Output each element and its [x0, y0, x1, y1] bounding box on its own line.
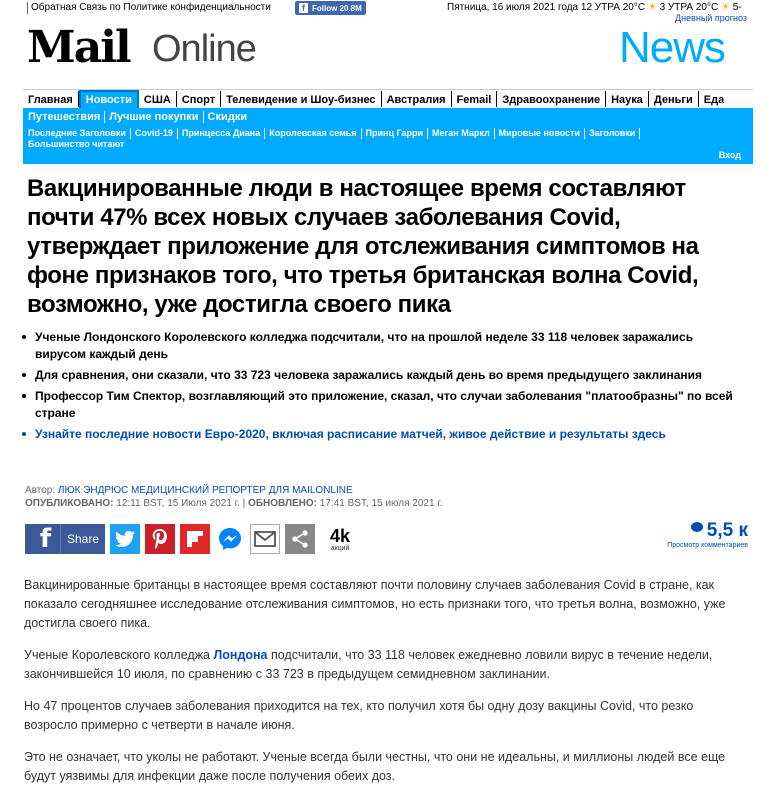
subnav-secondary-item[interactable]: Covid-19: [135, 128, 178, 139]
author-link[interactable]: ЛЮК ЭНДРЮС МЕДИЦИНСКИЙ РЕПОРТЕР ДЛЯ MAILONLINE: [57, 485, 353, 496]
subnav-secondary-item[interactable]: Принцесса Диана: [182, 128, 265, 139]
comments-count: [656, 520, 748, 542]
article-paragraph: [24, 646, 750, 684]
pinterest-share-button[interactable]: [145, 524, 175, 554]
flipboard-share-button[interactable]: [180, 524, 210, 554]
messenger-icon: [218, 527, 242, 551]
updated-label: ОБНОВЛЕНО:: [248, 498, 318, 509]
subnav-secondary-item[interactable]: Большинство читают: [28, 139, 125, 149]
nav-item[interactable]: США: [139, 91, 177, 107]
weather-next: 3 УТРА 20°C: [659, 2, 719, 13]
top-utility-bar: [27, 0, 773, 23]
current-date: Пятница, 16 июля 2021 года: [447, 2, 579, 13]
article-paragraph: Вакцинированные британцы в настоящее время составляют почти половину случаев заболевания Covid в стране, как показало сегодняшнее исследование отслеживания симптомов, но есть признаки того, что третья волна, возможно, уже достигла своего пика.: [24, 578, 726, 630]
byline: [25, 484, 443, 510]
top-divider: [27, 2, 28, 14]
nav-item[interactable]: Главная: [23, 91, 79, 107]
published-time: 12:11 BST, 15 Июля 2021 г.: [116, 498, 240, 509]
share-count-number: 4k: [329, 525, 351, 546]
subnav-primary-item[interactable]: Скидки: [207, 111, 247, 123]
facebook-icon: f: [31, 524, 61, 554]
facebook-icon: f: [299, 3, 308, 13]
comments-count-number: 5,5 к: [706, 520, 748, 541]
subnav-secondary-item[interactable]: Последние Заголовки: [28, 128, 131, 139]
forecast-link[interactable]: Дневный прогноз: [675, 13, 747, 23]
nav-item[interactable]: Деньги: [649, 91, 699, 107]
login-link[interactable]: Вход: [718, 150, 741, 160]
subnav-primary: [28, 111, 255, 123]
paragraph-text: подсчитали, что 33 118 человек ежедневно ловили вирус в течение недели, закончившейся 10 июля, по сравнению с 33 723 в предыдущем семидневном заклинании.: [24, 648, 713, 681]
subnav-secondary-item[interactable]: Заголовки: [589, 128, 640, 139]
euro-2020-link[interactable]: Узнайте последние новости Евро-2020, включая расписание матчей, живое действие и результаты здесь: [22, 426, 747, 443]
share-count-label: акций: [330, 544, 350, 552]
nav-item[interactable]: Наука: [606, 91, 649, 107]
twitter-share-button[interactable]: [110, 524, 140, 554]
feedback-privacy-links[interactable]: Обратная Связь по Политике конфиденциальности: [31, 2, 271, 13]
nav-item[interactable]: Австралия: [382, 91, 452, 107]
share-icon: [291, 530, 309, 548]
nav-item[interactable]: Еда: [703, 94, 725, 106]
date-weather: [447, 2, 742, 13]
sun-icon: ☀: [647, 2, 657, 13]
bullet-item: Профессор Тим Спектор, возглавляющий это приложение, сказал, что случаи заболевания "платообразны" по всей стране: [22, 388, 747, 422]
logo-online[interactable]: Online: [152, 28, 256, 70]
comments-link[interactable]: [656, 520, 748, 550]
subnav-secondary: [28, 128, 668, 150]
weather-now: 12 УТРА 20°C: [580, 2, 646, 13]
facebook-follow-label: Follow 20.8M: [312, 3, 362, 13]
section-title[interactable]: News: [619, 23, 726, 72]
twitter-icon: [115, 530, 135, 548]
subnav-primary-item[interactable]: Лучшие покупки: [109, 111, 203, 123]
nav-item[interactable]: Телевидение и Шоу-бизнес: [221, 91, 381, 107]
sun-icon: ☀: [720, 2, 730, 13]
nav-item[interactable]: Спорт: [177, 91, 221, 107]
article-body: [24, 576, 750, 796]
paragraph-text: Ученые Королевского колледжа: [24, 648, 214, 662]
article-paragraph: Но 47 процентов случаев заболевания приходится на тех, кто получил хотя бы одну дозу вакцины Covid, что резко возросло примерно с четверти в начале июня.: [24, 699, 694, 732]
email-share-button[interactable]: [250, 524, 280, 554]
subnav-secondary-item[interactable]: Королевская семья: [269, 128, 361, 139]
subnav-secondary-item[interactable]: Мировые новости: [499, 128, 585, 139]
more-share-button[interactable]: [285, 524, 315, 554]
nav-item[interactable]: Новости: [79, 90, 139, 109]
facebook-share-button[interactable]: [25, 524, 105, 554]
byline-separator: |: [242, 498, 246, 509]
london-link[interactable]: Лондона: [213, 648, 268, 662]
weather-more: 5-: [732, 2, 742, 13]
facebook-follow-button[interactable]: [295, 1, 366, 15]
subnav-secondary-item[interactable]: Меган Маркл: [432, 128, 495, 139]
flipboard-icon: [187, 531, 203, 547]
subnav-secondary-item[interactable]: Принц Гарри: [366, 128, 429, 139]
comment-bubble-icon: [691, 522, 703, 532]
comments-label: Просмотр комментариев: [667, 542, 748, 549]
main-nav: [23, 89, 753, 108]
nav-item[interactable]: Здравоохранение: [497, 91, 606, 107]
masthead: [27, 22, 773, 82]
bullet-item: Для сравнения, они сказали, что 33 723 человека заражались каждый день во время предыдущего заклинания: [22, 367, 747, 384]
subnav-primary-item[interactable]: Путешествия: [28, 111, 105, 123]
bullet-item: Ученые Лондонского Королевского колледжа подсчитали, что на прошлой неделе 33 118 человек заражались вирусом каждый день: [22, 329, 747, 363]
nav-item[interactable]: Femail: [452, 91, 498, 107]
messenger-share-button[interactable]: [215, 524, 245, 554]
updated-time: 17:41 BST, 15 июля 2021 г.: [319, 498, 443, 509]
sub-nav: [23, 108, 753, 164]
article-headline: Вакцинированные люди в настоящее время составляют почти 47% всех новых случаев заболевания Covid, утверждает приложение для отслеживания симптомов на фоне признаков того, что третья британская волна Covid, возможно, уже достигла своего пика: [27, 175, 699, 318]
author-label: Автор:: [25, 485, 56, 496]
article-paragraph: Это не означает, что уколы не работают. Ученые всегда были честны, что они не идеальны, и миллионы людей все еще будут уязвимы для инфекции даже после получения обеих доз.: [24, 750, 726, 783]
pinterest-icon: [151, 529, 169, 549]
logo-mail[interactable]: Mail: [27, 22, 130, 73]
published-label: ОПУБЛИКОВАНО:: [25, 498, 114, 509]
email-icon: [254, 531, 276, 547]
facebook-share-label: Share: [66, 532, 100, 546]
share-count: [323, 527, 357, 552]
share-bar: [25, 522, 357, 556]
summary-bullets: [22, 329, 747, 447]
